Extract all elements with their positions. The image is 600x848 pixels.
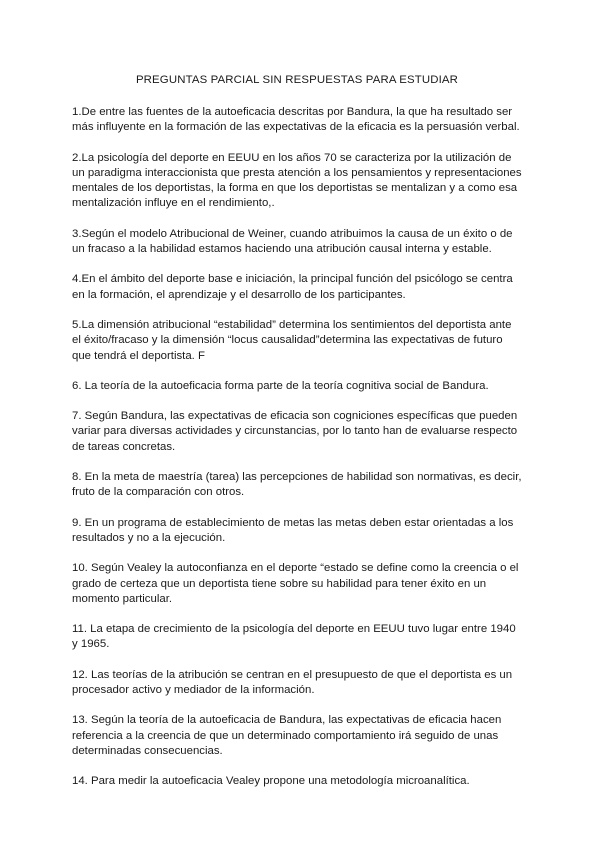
- question-5: 5.La dimensión atribucional “estabilidad” determina los sentimientos del deportista ante el éxito/fracaso y la dimensión “locus causalidad”determina las expectativas de futuro que tendrá el deportista. F: [72, 318, 512, 362]
- question-11: 11. La etapa de crecimiento de la psicología del deporte en EEUU tuvo lugar entre 1940 y 1965.: [72, 623, 516, 651]
- question-3: 3.Según el modelo Atribucional de Weiner, cuando atribuimos la causa de un éxito o de un fracaso a la habilidad estamos haciendo una atribución causal interna y estable.: [72, 227, 513, 256]
- question-13: 13. Según la teoría de la autoeficacia de Bandura, las expectativas de eficacia hacen referencia a la creencia de que un determinado comportamiento irá seguido de unas determinadas consecuencias.: [72, 714, 502, 757]
- question-1: 1.De entre las fuentes de la autoeficacia descritas por Bandura, la que ha resultado ser más influyente en la formación de las expectativas de la eficacia es la persuasión verbal.: [72, 106, 520, 134]
- question-6: 6. La teoría de la autoeficacia forma parte de la teoría cognitiva social de Bandura.: [72, 379, 489, 392]
- question-9: 9. En un programa de establecimiento de metas las metas deben estar orientadas a los resultados y no a la ejecución.: [72, 516, 514, 544]
- question-7: 7. Según Bandura, las expectativas de eficacia son cogniciones específicas que pueden variar para diversas actividades y circunstancias, por lo tanto han de evaluarse respecto de tareas concretas.: [72, 410, 518, 453]
- question-2: 2.La psicología del deporte en EEUU en los años 70 se caracteriza por la utilización de un paradigma interaccionista que presta atención a los pensamientos y representaciones mentales de los deportistas, la forma en que los deportistas se mentalizan y a como esa mentalización influye en el rendimiento,.: [72, 151, 522, 210]
- question-14: 14. Para medir la autoeficacia Vealey propone una metodología microanalítica.: [72, 775, 470, 788]
- question-4: 4.En el ámbito del deporte base e iniciación, la principal función del psicólogo se centra en la formación, el aprendizaje y el desarrollo de los participantes.: [72, 273, 513, 301]
- question-8: 8. En la meta de maestría (tarea) las percepciones de habilidad son normativas, es decir, fruto de la comparación con otros.: [72, 471, 522, 499]
- question-10: 10. Según Vealey la autoconfianza en el deporte “estado se define como la creencia o el grado de certeza que un deportista tiene sobre su habilidad para tener éxito en un momento particular.: [72, 562, 519, 605]
- document-title: PREGUNTAS PARCIAL SIN RESPUESTAS PARA ESTUDIAR: [135, 74, 459, 86]
- question-12: 12. Las teorías de la atribución se centran en el presupuesto de que el deportista es un procesador activo y mediador de la información.: [72, 668, 513, 697]
